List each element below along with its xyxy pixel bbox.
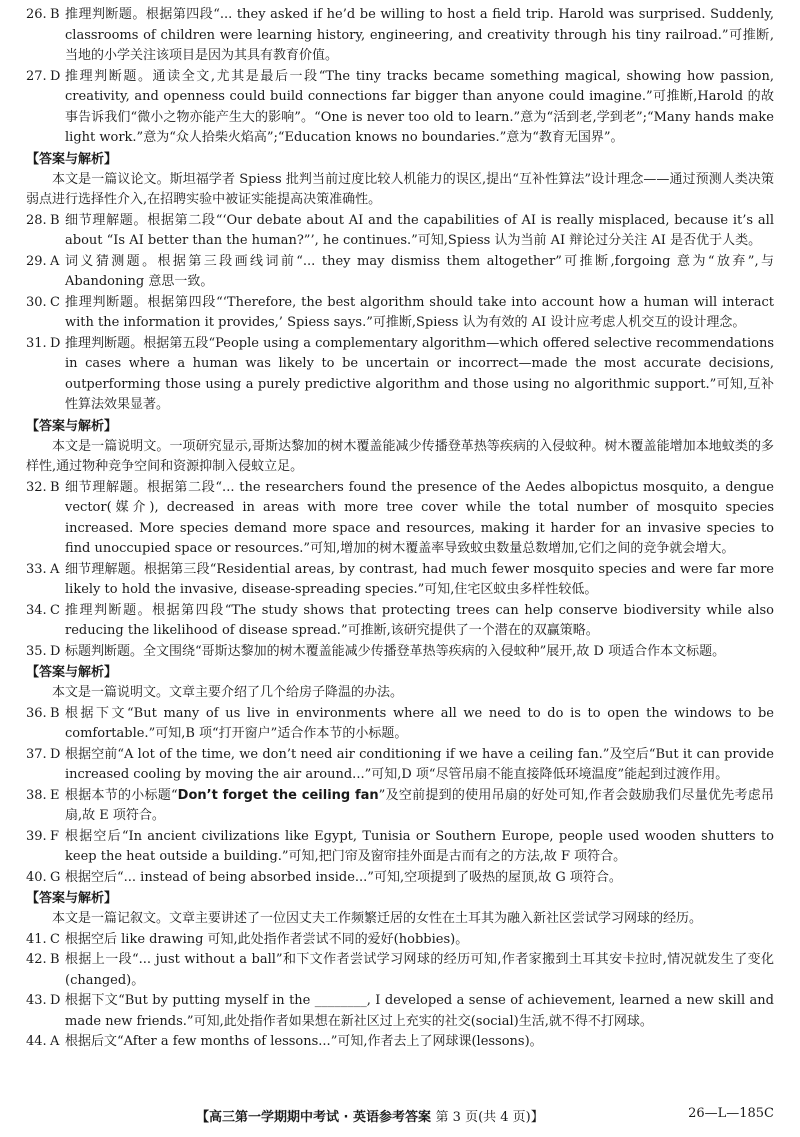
bold-subtitle-quote: Don’t forget the ceiling fan [177, 787, 379, 803]
answer-item [26, 1032, 774, 1053]
section-summary: 本文是一篇记叙文。文章主要讲述了一位因丈夫工作频繁迁居的女性在土耳其为融入新社区尝试学习网球的经历。 [52, 911, 703, 926]
answer-block [26, 827, 774, 889]
answer-item [26, 991, 774, 1032]
answer-item [26, 67, 774, 149]
answer-letter: B [50, 7, 60, 22]
answer-number: 32. [26, 479, 47, 495]
answer-number: 43. [26, 993, 47, 1008]
page-footer [26, 1106, 774, 1125]
section-summary: 本文是一篇议论文。斯坦福学者 Spiess 批判当前过度比较人机能力的误区,提出“互补性算法”设计理念——通过预测人类决策弱点进行选择性介入,在招聘实验中被证实能提高决策准确性。 [26, 171, 774, 207]
answer-item [26, 827, 774, 868]
answer-letter: D [50, 993, 61, 1008]
answer-letter: D [50, 746, 61, 762]
answer-item [26, 704, 774, 745]
footer-page-number: 第 3 页(共 4 页)】 [435, 1110, 544, 1125]
answer-number: 31. [26, 335, 47, 351]
answer-number: 36. [26, 705, 47, 721]
answer-block [26, 478, 774, 663]
section-heading: 【答案与解析】 [26, 665, 118, 680]
answer-explanation: 根据空后“In ancient civilizations like Egypt, Tunisia or Southern Europe, people used wooden shutters to keep the heat outside a building.”可知,把门帘及窗帘挂外面是古而有之的方法,故 F 项符合。 [65, 828, 774, 864]
answer-explanation: 根据空后 like drawing 可知,此处指作者尝试不同的爱好(hobbies)。 [65, 931, 469, 947]
answer-letter: D [50, 335, 61, 351]
answer-explanation: 推理判断题。根据第五段“People using a complementary algorithm—which offered selective recommendations in cases where a human was likely to be uncertain or incorrect—made the most accurate decisions, outperforming those using a purely predictive algorithm and those using no algorithmic support.”可知,互补性算法效果显著。 [65, 335, 774, 412]
answer-number: 44. [26, 1034, 47, 1049]
answer-letter: C [50, 931, 60, 947]
answer-letter: B [50, 212, 60, 228]
footer-code: 26—L—185C [688, 1106, 774, 1121]
answer-explanation: 推理判断题。根据第四段“The study shows that protecting trees can help conserve biodiversity while also reducing the likelihood of disease spread.”可推断,该研究提供了一个潜在的双赢策略。 [65, 602, 774, 638]
answer-number: 38. [26, 787, 47, 803]
footer-title [196, 1106, 544, 1125]
answer-explanation: 根据下文“But by putting myself in the ________, I developed a sense of achievement, learned a new skill and made new friends.”可知,此处指作者如果想在新社区过上充实的社交(social)生活,就不得不打网球。 [65, 993, 774, 1029]
answer-number: 27. [26, 68, 47, 84]
answer-number: 41. [26, 931, 47, 947]
explanation-text: ”及空前提到的使用吊扇的好处可知,作者会鼓励我们尽量优先考虑吊扇,故 E 项符合。 [65, 787, 774, 823]
answer-letter: D [50, 68, 61, 84]
answer-item [26, 560, 774, 601]
answer-letter: A [50, 561, 60, 577]
answer-number: 40. [26, 869, 47, 885]
section-heading: 【答案与解析】 [26, 891, 118, 906]
answer-letter: A [50, 1034, 60, 1049]
answer-number: 37. [26, 746, 47, 762]
answer-letter: B [50, 952, 60, 967]
answer-block [26, 5, 774, 149]
answer-number: 39. [26, 828, 47, 844]
answer-item [26, 478, 774, 560]
answer-number: 35. [26, 643, 47, 659]
answer-explanation: 根据空前“A lot of the time, we don’t need air conditioning if we have a ceiling fan.”及空后“But it can provide increased cooling by moving the air around...”可知,D 项“尽管吊扇不能直接降低环境温度”能起到过渡作用。 [65, 746, 774, 782]
answer-item [26, 601, 774, 642]
answer-explanation: 细节理解题。根据第二段“‘Our debate about AI and the capabilities of AI is really misplaced, because it’s all about “Is AI better than the human?”’, he continues.”可知,Spiess 认为当前 AI 辩论过分关注 AI 是否优于人类。 [65, 212, 774, 248]
answer-number: 30. [26, 294, 47, 310]
answer-key-page [26, 5, 774, 1053]
answer-explanation: 推理判断题。根据第四段“... they asked if he’d be willing to host a field trip. Harold was surprised. Suddenly, classrooms of children were learning history, engineering, and creativity through his tiny railroad.”可推断,当地的小学关注该项目是因为其具有教育价值。 [65, 7, 774, 63]
answer-letter: D [50, 643, 61, 659]
answer-number: 42. [26, 952, 47, 967]
answer-explanation: 推理判断题。根据第四段“‘Therefore, the best algorithm should take into account how a human will interact with the information it provides,’ Spiess says.”可推断,Spiess 认为有效的 AI 设计应考虑人机交互的设计理念。 [65, 294, 774, 330]
answer-explanation: 词义猜测题。根据第三段画线词前“... they may dismiss them altogether”可推断,forgoing 意为“放弃”,与 Abandoning 意思一致。 [65, 253, 774, 289]
answer-item [26, 334, 774, 416]
answer-item [26, 5, 774, 67]
answer-item [26, 930, 774, 951]
answer-block [26, 211, 774, 416]
answer-item [26, 211, 774, 252]
answer-letter: C [50, 602, 60, 618]
answer-number: 28. [26, 212, 47, 228]
answer-explanation: 推理判断题。通读全文,尤其是最后一段“The tiny tracks became something magical, showing how passion, creativity, and openness could build connections far bigger than anyone could imagine.”可推断,Harold 的故事告诉我们“微小之物亦能产生大的影响”。“One is never too old to learn.”意为“活到老,学到老”;“Many hands make light work.”意为“众人拾柴火焰高”;“Education knows no boundaries.”意为“教育无国界”。 [65, 68, 774, 145]
answer-number: 33. [26, 561, 47, 577]
section-heading: 【答案与解析】 [26, 151, 118, 167]
answer-item [26, 642, 774, 663]
answer-block [26, 930, 774, 1053]
section-heading: 【答案与解析】 [26, 418, 118, 434]
answer-item-38 [26, 786, 774, 827]
answer-explanation: 根据后文“After a few months of lessons...”可知,作者去上了网球课(lessons)。 [65, 1034, 543, 1049]
answer-number: 29. [26, 253, 47, 269]
answer-explanation: 根据上一段“... just without a ball”和下文作者尝试学习网球的经历可知,作者家搬到土耳其安卡拉时,情况就发生了变化(changed)。 [65, 952, 774, 988]
answer-explanation: 根据下文“But many of us live in environments where all we need to do is to open the windows to be comfortable.”可知,B 项“打开窗户”适合作本节的小标题。 [65, 705, 774, 741]
answer-letter: C [50, 294, 60, 310]
answer-letter: A [50, 253, 60, 269]
answer-letter: F [50, 828, 60, 844]
answer-item [26, 252, 774, 293]
answer-letter: G [50, 869, 61, 885]
answer-item [26, 950, 774, 991]
answer-letter: E [50, 787, 60, 803]
answer-item [26, 868, 774, 889]
answer-item [26, 293, 774, 334]
answer-explanation: 细节理解题。根据第三段“Residential areas, by contrast, had much fewer mosquito species and were far more likely to hold the invasive, disease-spreading species.”可知,住宅区蚊虫多样性较低。 [65, 561, 774, 597]
answer-explanation: 细节理解题。根据第二段“... the researchers found the presence of the Aedes albopictus mosquito, a dengue vector(媒介), decreased in areas with more tree cover while the total number of mosquito species increased. More species demand more space and resources, making it harder for an invasive species to find unoccupied space or resources.”可知,增加的树木覆盖率导致蚊虫数量总数增加,它们之间的竞争就会增大。 [65, 479, 774, 556]
section-summary: 本文是一篇说明文。一项研究显示,哥斯达黎加的树木覆盖能减少传播登革热等疾病的入侵蚊种。树木覆盖能增加本地蚊类的多样性,通过物种竞争空间和资源抑制入侵蚊立足。 [26, 438, 774, 474]
answer-item [26, 745, 774, 786]
answer-explanation: 根据空后“... instead of being absorbed inside...”可知,空项提到了吸热的屋顶,故 G 项符合。 [65, 869, 622, 885]
explanation-text: 根据本节的小标题“ [65, 787, 178, 803]
answer-number: 26. [26, 7, 47, 22]
footer-title-text: 【高三第一学期期中考试 · 英语参考答案 [196, 1110, 431, 1125]
section-summary: 本文是一篇说明文。文章主要介绍了几个给房子降温的办法。 [52, 685, 404, 700]
answer-explanation: 标题判断题。全文围绕“哥斯达黎加的树木覆盖能减少传播登革热等疾病的入侵蚊种”展开,故 D 项适合作本文标题。 [65, 643, 726, 659]
answer-explanation [65, 786, 774, 827]
answer-letter: B [50, 705, 60, 721]
answer-block [26, 704, 774, 786]
answer-letter: B [50, 479, 60, 495]
answer-number: 34. [26, 602, 47, 618]
